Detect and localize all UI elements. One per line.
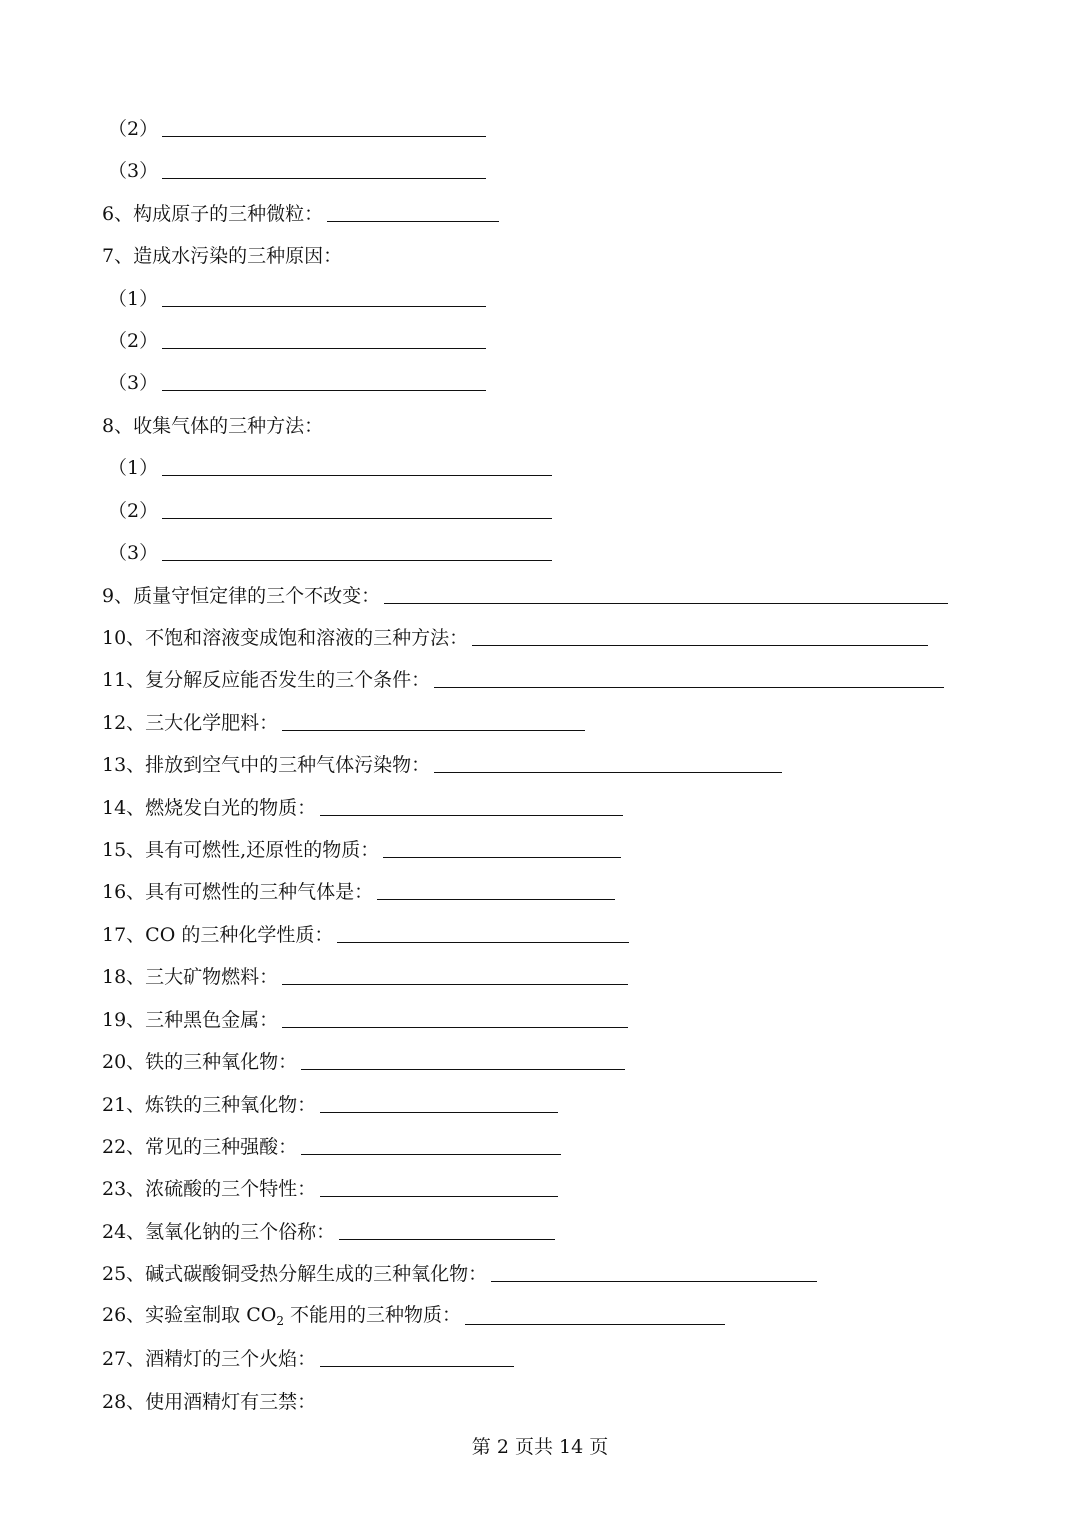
answer-blank[interactable] [162,156,486,179]
answer-blank[interactable] [472,623,928,646]
question-12 [102,704,585,736]
question-7 [102,237,342,269]
item-label: （1） [108,457,159,479]
answer-blank[interactable] [465,1302,725,1325]
question-17 [102,916,629,948]
question-text: 12、三大化学肥料： [102,712,279,734]
item-label: （2） [108,500,159,522]
question-text: 6、构成原子的三种微粒： [102,203,324,225]
answer-blank[interactable] [162,496,552,519]
answer-blank[interactable] [162,284,486,307]
answer-blank[interactable] [384,581,948,604]
question-text: 21、炼铁的三种氧化物： [102,1094,317,1116]
answer-line [108,280,486,312]
answer-blank[interactable] [320,1090,558,1113]
question-text: 13、排放到空气中的三种气体污染物： [102,754,431,776]
question-text: 8、收集气体的三种方法： [102,415,324,437]
answer-line [108,534,552,566]
question-text: 24、氢氧化钠的三个俗称： [102,1221,336,1243]
question-16 [102,873,615,905]
question-28 [102,1383,316,1415]
question-text: 23、浓硫酸的三个特性： [102,1178,317,1200]
answer-blank[interactable] [282,1005,628,1028]
answer-blank[interactable] [320,793,623,816]
item-label: （1） [108,288,159,310]
answer-line [108,152,486,184]
answer-blank[interactable] [434,750,782,773]
answer-blank[interactable] [491,1259,817,1282]
answer-blank[interactable] [434,665,944,688]
item-label: （2） [108,118,159,140]
answer-blank[interactable] [301,1047,625,1070]
answer-blank[interactable] [162,114,486,137]
question-25 [102,1255,817,1287]
answer-blank[interactable] [320,1174,558,1197]
answer-blank[interactable] [337,920,629,943]
answer-blank[interactable] [383,835,621,858]
answer-line [108,492,552,524]
question-text: 11、复分解反应能否发生的三个条件： [102,669,431,691]
question-text: 22、常见的三种强酸： [102,1136,298,1158]
answer-line [108,110,486,142]
item-label: （3） [108,542,159,564]
question-20 [102,1043,625,1075]
question-text: 15、具有可燃性,还原性的物质： [102,839,380,861]
question-19 [102,1001,628,1033]
answer-blank[interactable] [377,877,615,900]
question-text: 10、不饱和溶液变成饱和溶液的三种方法： [102,627,469,649]
question-text-tail: 不能用的三种物质： [283,1304,462,1326]
answer-blank[interactable] [162,453,552,476]
subscript-2: 2 [276,1314,284,1328]
question-text: 25、碱式碳酸铜受热分解生成的三种氧化物： [102,1263,488,1285]
item-label: （3） [108,372,159,394]
question-11 [102,661,944,693]
question-text: 9、质量守恒定律的三个不改变： [102,585,381,607]
answer-blank[interactable] [301,1132,561,1155]
question-text: 28、使用酒精灯有三禁： [102,1391,317,1413]
question-6 [102,195,499,227]
question-text: 27、酒精灯的三个火焰： [102,1348,317,1370]
item-label: （3） [108,160,159,182]
question-10 [102,619,928,651]
question-22 [102,1128,561,1160]
question-text-head: 26、实验室制取 CO [102,1304,277,1326]
question-text: 14、燃烧发白光的物质： [102,797,317,819]
question-23 [102,1170,558,1202]
page-footer: 第 2 页共 14 页 [471,1436,609,1458]
question-text: 18、三大矿物燃料： [102,966,279,988]
question-text: 16、具有可燃性的三种气体是： [102,881,374,903]
question-8 [102,407,323,439]
answer-blank[interactable] [162,538,552,561]
question-13 [102,746,782,778]
item-label: （2） [108,330,159,352]
question-text [102,1302,461,1330]
question-27 [102,1340,514,1372]
question-14 [102,789,623,821]
answer-blank[interactable] [162,368,486,391]
answer-line [108,364,486,396]
answer-blank[interactable] [327,199,499,222]
answer-line [108,449,552,481]
answer-blank[interactable] [320,1344,514,1367]
answer-blank[interactable] [282,708,585,731]
question-26 [102,1298,725,1330]
question-15 [102,831,621,863]
question-text: 7、造成水污染的三种原因： [102,245,343,267]
question-text: 20、铁的三种氧化物： [102,1051,298,1073]
question-9 [102,577,948,609]
question-text: 19、三种黑色金属： [102,1009,279,1031]
answer-blank[interactable] [162,326,486,349]
answer-line [108,322,486,354]
question-24 [102,1213,555,1245]
question-21 [102,1086,558,1118]
question-text: 17、CO 的三种化学性质： [102,924,334,946]
question-18 [102,958,628,990]
answer-blank[interactable] [282,962,628,985]
answer-blank[interactable] [339,1217,555,1240]
